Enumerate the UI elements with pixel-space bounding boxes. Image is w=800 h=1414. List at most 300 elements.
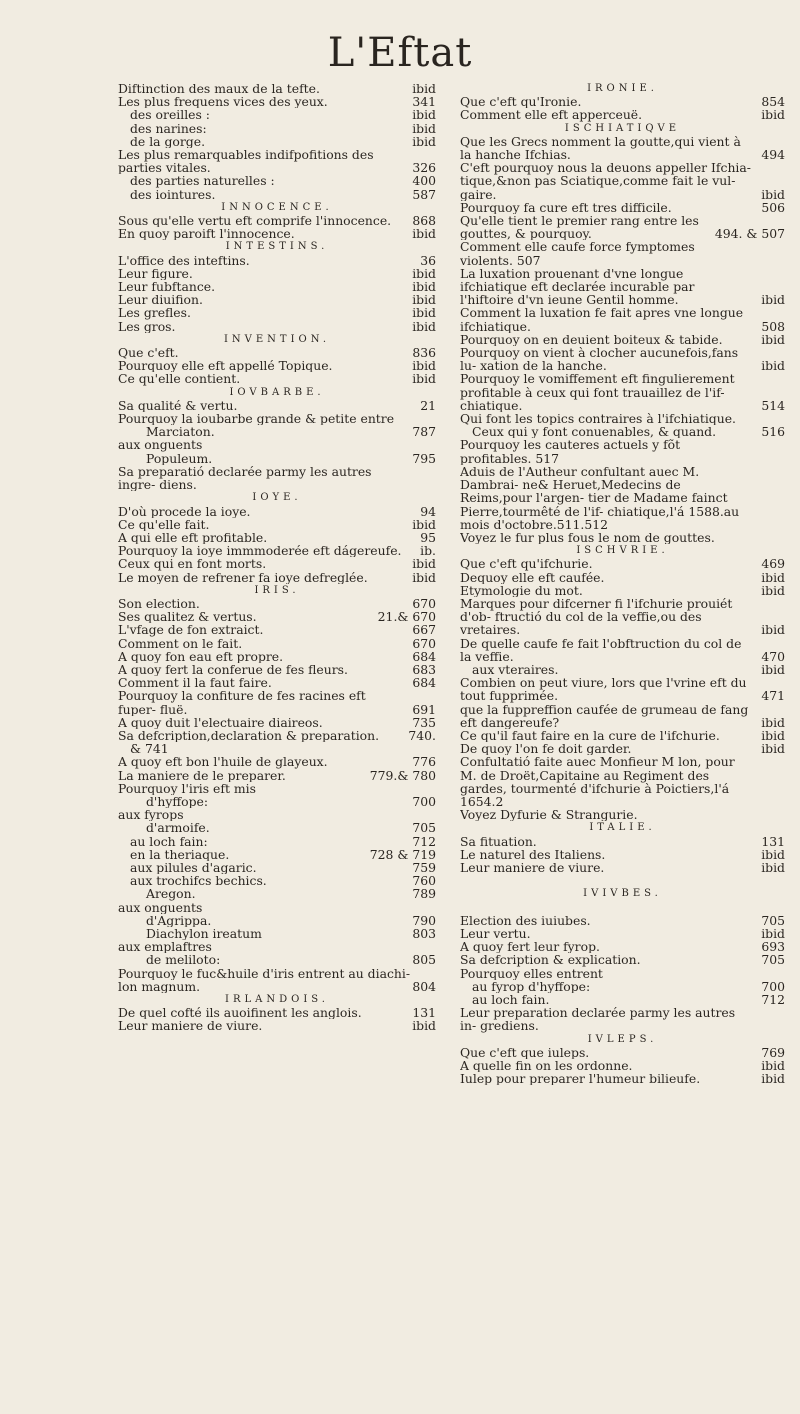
index-entry	[460, 584, 785, 597]
page-reference: 805	[412, 953, 436, 967]
entry-text: Son election.	[118, 596, 200, 611]
spacer	[460, 874, 785, 887]
section-heading: INTESTINS.	[225, 241, 329, 253]
page-reference: 471	[761, 688, 785, 703]
page-reference: ibid	[412, 280, 436, 294]
entry-text: de meliloto:	[146, 953, 221, 967]
page-reference: 21	[420, 398, 436, 413]
page-reference: ibid	[412, 266, 436, 281]
section-heading: IRLANDOIS.	[225, 994, 329, 1006]
index-entry	[460, 848, 785, 861]
index-entry	[118, 755, 436, 768]
section-heading: INNOCENCE.	[221, 201, 333, 213]
index-entry	[460, 927, 785, 940]
entry-text: Sa defcription,declaration & preparation.	[118, 728, 380, 743]
entry-text: Comment il la faut faire.	[118, 676, 272, 690]
page-reference: 779.& 780	[369, 768, 436, 782]
index-entry	[118, 465, 436, 491]
entry-text: Que c'eft.	[118, 346, 179, 360]
index-entry	[460, 1059, 785, 1072]
index-entry	[118, 452, 436, 465]
index-entry	[460, 663, 785, 676]
page-reference: 760	[412, 874, 436, 888]
page-reference: 95	[420, 530, 436, 545]
index-entry	[118, 1019, 436, 1032]
entry-text: Que c'eft qu'Ironie.	[460, 95, 582, 109]
page-reference: 667	[412, 623, 436, 637]
page-reference: 670	[412, 636, 436, 650]
page-reference: 759	[412, 860, 436, 875]
page-reference: ibid	[761, 292, 785, 307]
page-reference: 494. & 507	[714, 226, 785, 241]
index-entry	[118, 425, 436, 438]
entry-text: Leur fubftance.	[118, 280, 216, 294]
entry-text: Iulep pour preparer l'humeur bilieufe.	[460, 1072, 701, 1086]
page-reference: 506	[761, 200, 785, 215]
index-entry	[118, 359, 436, 372]
index-entry	[460, 214, 785, 240]
page-reference: ibid	[761, 714, 785, 729]
page-reference: 587	[412, 187, 436, 201]
entry-text: Qui font les topics contraires à l'ifchiatique.	[460, 412, 736, 426]
index-entry	[460, 135, 785, 161]
index-entry	[118, 927, 436, 940]
index-entry	[118, 861, 436, 874]
page-reference: 683	[412, 662, 436, 677]
index-entry	[460, 108, 785, 121]
entry-text: des oreilles :	[130, 108, 210, 122]
entry-text: Comment on le fait.	[118, 636, 243, 650]
entry-text: Les plus remarquables indifpofitions des parties vitales.	[118, 148, 374, 175]
index-entry	[118, 650, 436, 663]
index-entry	[460, 1006, 785, 1032]
entry-text: d'armoife.	[146, 821, 210, 835]
entry-text: Qu'elle tient le premier rang entre les gouttes, & pourquoy.	[460, 214, 699, 241]
page-reference: 693	[761, 940, 785, 954]
index-entry	[118, 1006, 436, 1019]
entry-text: Les plus frequens vices des yeux.	[118, 95, 328, 109]
page-reference: 131	[412, 1006, 436, 1020]
entry-text: que la fuppreffion caufée de grumeau de fang eft dangereufe?	[460, 702, 749, 729]
index-entry	[460, 1072, 785, 1085]
entry-text: Pourquoy fa cure eft tres difficile.	[460, 200, 672, 215]
entry-text: Leur figure.	[118, 266, 193, 281]
index-entry	[118, 821, 436, 834]
entry-text: Diachylon ireatum	[146, 927, 262, 941]
index-entry	[118, 874, 436, 887]
index-entry	[118, 848, 436, 861]
entry-text: Que c'eft qu'ifchurie.	[460, 557, 593, 571]
entry-text: Combien on peut viure, lors que l'vrine eft du tout fupprimée.	[460, 676, 747, 703]
page-reference: ibid	[412, 134, 436, 149]
entry-text: Confultatió faite auec Monfieur M lon, pour M. de Droët,Capitaine au Regiment des gardes, tourmenté d'ifchurie à Poictiers,l'á 1654.2	[460, 755, 735, 809]
page-reference: ibid	[412, 372, 436, 386]
entry-text: A qui elle eft profitable.	[118, 530, 268, 545]
page-reference: 469	[761, 557, 785, 571]
page-reference: 700	[412, 794, 436, 809]
entry-text: Marques pour difcerner fi l'ifchurie prouiét d'ob- ftructió du col de la veffie,ou des vretaires.	[460, 596, 733, 637]
page-reference: ibid	[761, 358, 785, 373]
entry-text: d'hyffope:	[146, 794, 209, 809]
page-reference: ibid	[761, 860, 785, 875]
entry-text: au loch fain:	[130, 834, 208, 848]
index-entry	[460, 425, 785, 438]
index-entry	[460, 161, 785, 201]
page-reference: 836	[412, 346, 436, 360]
index-entry	[460, 333, 785, 346]
index-entry	[460, 993, 785, 1006]
index-entry	[118, 571, 436, 584]
index-entry	[118, 637, 436, 650]
page-reference: ibid	[761, 847, 785, 861]
section-heading: ITALIE.	[589, 822, 656, 834]
index-entry	[460, 557, 785, 570]
section-heading: ISCHVRIE.	[576, 545, 669, 557]
section-heading: IOVBARBE.	[229, 386, 325, 398]
entry-text: Pourquoy elles entrent	[460, 966, 603, 980]
index-entry	[460, 346, 785, 372]
page-reference: ibid	[412, 359, 436, 373]
entry-text: Que les Grecs nomment la goutte,qui vient à la hanche Ifchias.	[460, 134, 741, 162]
index-entry	[460, 729, 785, 742]
entry-text: Pourquoy le vomiffement eft fingulierement profitable à ceux qui font trauaillez de l'if- chiatique.	[460, 372, 735, 413]
entry-text: Pourquoy la ioubarbe grande & petite entre	[118, 412, 395, 426]
index-entry	[460, 808, 785, 821]
page-reference: ibid	[761, 570, 785, 584]
page-reference: 795	[412, 451, 436, 465]
page-reference: 868	[412, 214, 436, 228]
entry-text: Leur diuifion.	[118, 293, 203, 307]
index-entry	[118, 505, 436, 518]
entry-text: aux onguents	[118, 438, 203, 452]
entry-text: Aduis de l'Autheur confultant auec M. Dambrai- ne& Heruet,Medecins de Reims,pour l'argen- tier de Madame fainct Pierre,tourmêté de l'if- chiatique,l'á 1588.au mois d'octobre.511.512	[460, 464, 740, 531]
page-reference: ib.	[420, 544, 436, 558]
index-entry	[460, 676, 785, 702]
index-entry	[118, 887, 436, 900]
entry-text: Pourquoy elle eft appellé Topique.	[118, 359, 333, 373]
entry-text: aux emplaftres	[118, 940, 212, 954]
index-entry	[118, 135, 436, 148]
index-entry	[118, 214, 436, 227]
entry-text: Que c'eft que iuleps.	[460, 1045, 590, 1059]
index-entry	[460, 703, 785, 729]
entry-text: En quoy paroift l'innocence.	[118, 227, 295, 241]
page-reference: ibid	[761, 583, 785, 597]
entry-text: lon magnum.	[118, 979, 201, 994]
entry-text: Sa fituation.	[460, 834, 537, 848]
page-reference: ibid	[761, 728, 785, 743]
index-entry	[118, 914, 436, 927]
page-reference: 494	[761, 147, 785, 162]
entry-text: Voyez le fur plus fous le nom de gouttes.	[460, 530, 715, 545]
index-entry	[118, 597, 436, 610]
index-entry	[118, 122, 436, 135]
section-heading: IVIVBES.	[583, 888, 662, 900]
index-entry	[118, 399, 436, 412]
page-reference: ibid	[761, 926, 785, 941]
entry-text: Le naturel des Italiens.	[460, 847, 606, 861]
index-entry	[118, 544, 436, 557]
entry-text: Sa qualité & vertu.	[118, 398, 238, 413]
index-entry	[118, 267, 436, 280]
entry-text: Ses qualitez & vertus.	[118, 610, 257, 624]
index-entry	[118, 782, 436, 795]
index-entry	[460, 267, 785, 307]
entry-text: Aregon.	[146, 887, 196, 901]
page-reference: 705	[412, 821, 436, 835]
page-reference: 684	[412, 649, 436, 663]
entry-text: Dequoy elle eft caufée.	[460, 570, 605, 584]
entry-text: Sous qu'elle vertu eft comprife l'innocence.	[118, 214, 392, 228]
index-entry	[460, 201, 785, 214]
index-entry	[118, 174, 436, 187]
page-reference: 514	[761, 397, 785, 413]
index-column-right	[460, 82, 785, 1085]
section-heading: ISCHIATIQVE	[564, 122, 681, 134]
index-entry	[118, 293, 436, 306]
page-reference: 787	[412, 425, 436, 439]
index-entry	[460, 967, 785, 980]
index-entry	[118, 940, 436, 953]
entry-text: Pourquoy la ioye immmoderée eft dágereufe.	[118, 544, 402, 558]
index-entry	[118, 306, 436, 319]
entry-text: & 741	[130, 742, 169, 756]
page-reference: ibid	[412, 570, 436, 584]
index-entry	[118, 227, 436, 240]
entry-text: A quoy fert la conferue de fes fleurs.	[118, 662, 348, 677]
index-entry	[118, 623, 436, 636]
entry-text: Etymologie du mot.	[460, 583, 583, 597]
entry-text: A quoy eft bon l'huile de glayeux.	[118, 755, 328, 769]
entry-text: aux vteraires.	[472, 662, 559, 677]
section-heading: IRONIE.	[587, 83, 658, 94]
entry-text: des parties naturelles :	[130, 174, 275, 188]
entry-text: aux onguents	[118, 900, 203, 914]
entry-text: des iointures.	[130, 187, 216, 201]
index-entry	[460, 835, 785, 848]
index-entry	[460, 372, 785, 412]
entry-text: Comment elle eft apperceuë.	[460, 108, 643, 122]
entry-text: Comment la luxation fe fait apres vne longue ifchiatique.	[460, 306, 744, 333]
index-entry	[460, 597, 785, 637]
page-reference: 854	[761, 95, 785, 109]
entry-text: Pourquoy le fuc&huile d'iris entrent au diachi-	[118, 966, 411, 980]
spacer	[460, 901, 785, 914]
index-entry	[460, 1046, 785, 1059]
page-reference: ibid	[412, 108, 436, 122]
section-heading: IOYE.	[252, 492, 302, 504]
page-reference: 776	[412, 755, 436, 769]
index-entry	[460, 438, 785, 464]
page-reference: 508	[761, 318, 785, 333]
page-reference: 470	[761, 648, 785, 663]
index-entry	[118, 835, 436, 848]
index-entry	[118, 742, 436, 755]
entry-text: au loch fain.	[472, 992, 550, 1007]
entry-text: A quoy fert leur fyrop.	[460, 940, 600, 954]
entry-text: La maniere de le preparer.	[118, 768, 286, 782]
entry-text: Sa preparatió declarée parmy les autres ingre- diens.	[118, 464, 372, 492]
entry-text: de la gorge.	[130, 134, 206, 149]
entry-text: Pourquoy les cauteres actuels y fõt profitables. 517	[460, 438, 681, 465]
entry-text: A quelle fin on les ordonne.	[460, 1059, 633, 1073]
entry-text: des narines:	[130, 121, 207, 135]
index-entry	[118, 808, 436, 821]
page-reference: ibid	[412, 293, 436, 307]
entry-text: D'où procede la ioye.	[118, 504, 251, 518]
page-reference: 94	[420, 504, 436, 518]
index-entry	[118, 108, 436, 121]
page-reference: ibid	[761, 186, 785, 201]
index-entry	[118, 610, 436, 623]
entry-text: Voyez Dyfurie & Strangurie.	[460, 808, 638, 822]
index-entry	[118, 769, 436, 782]
page-reference: ibid	[412, 121, 436, 135]
index-entry	[460, 95, 785, 108]
index-entry	[118, 795, 436, 808]
entry-text: en la theriaque.	[130, 847, 230, 861]
index-entry	[460, 755, 785, 808]
index-entry	[460, 465, 785, 531]
index-entry	[460, 412, 785, 425]
index-entry	[118, 254, 436, 267]
entry-text: Pourquoy on en deuient boiteux & tabide.	[460, 332, 723, 347]
page-reference: 804	[412, 979, 436, 994]
page-reference: 790	[412, 913, 436, 927]
entry-text: Leur maniere de viure.	[118, 1019, 263, 1033]
page-reference: 516	[761, 425, 785, 439]
section-heading: IVLEPS.	[587, 1033, 658, 1045]
index-entry	[118, 980, 436, 993]
entry-text: Les grefles.	[118, 306, 191, 320]
entry-text: aux trochifcs bechics.	[130, 874, 267, 888]
entry-text: d'Agrippa.	[146, 913, 212, 927]
page-reference: 341	[412, 95, 436, 109]
index-entry	[118, 320, 436, 333]
entry-text: au fyrop d'hyffope:	[472, 979, 591, 993]
index-entry	[118, 967, 436, 980]
page-reference: 705	[761, 913, 785, 927]
page-reference: ibid	[412, 557, 436, 571]
page-reference: 131	[761, 834, 785, 848]
entry-text: A quoy duit l'electuaire diaireos.	[118, 715, 323, 729]
index-entry	[118, 663, 436, 676]
entry-text: Ce qu'elle contient.	[118, 372, 241, 386]
page-reference: 769	[761, 1045, 785, 1059]
index-entry	[118, 531, 436, 544]
index-entry	[460, 240, 785, 266]
index-entry	[460, 571, 785, 584]
index-entry	[118, 82, 436, 95]
index-entry	[118, 689, 436, 715]
entry-text: Le moyen de refrener fa ioye defreglée.	[118, 570, 368, 584]
index-entry	[460, 953, 785, 966]
page-reference: 803	[412, 927, 436, 941]
entry-text: De quoy l'on fe doit garder.	[460, 742, 632, 756]
entry-text: Populeum.	[146, 451, 213, 465]
index-entry	[118, 188, 436, 201]
page-reference: 789	[412, 887, 436, 901]
entry-text: Ce qu'elle fait.	[118, 517, 210, 531]
entry-text: Ceux qui en font morts.	[118, 557, 267, 571]
index-entry	[118, 412, 436, 425]
page-reference: 700	[761, 979, 785, 993]
page-reference: 712	[412, 834, 436, 848]
entry-text: Comment elle caufe force fymptomes violents. 507	[460, 240, 695, 267]
index-entry	[460, 531, 785, 544]
page-reference: 670	[412, 596, 436, 611]
page-reference: ibid	[412, 517, 436, 531]
page-reference: ibid	[412, 227, 436, 241]
page-reference: 684	[412, 676, 436, 690]
entry-text: L'office des inteftins.	[118, 253, 250, 267]
index-entry	[460, 637, 785, 663]
entry-text: Pourquoy l'iris eft mis	[118, 781, 256, 795]
entry-text: Pourquoy on vient à clocher aucunefois,fans lu- xation de la hanche.	[460, 346, 739, 373]
index-entry	[118, 438, 436, 451]
page-reference: ibid	[761, 108, 785, 122]
index-entry	[460, 861, 785, 874]
page-reference: ibid	[412, 319, 436, 333]
index-entry	[118, 346, 436, 359]
page-reference: ibid	[412, 1019, 436, 1033]
index-entry	[118, 280, 436, 293]
entry-text: De quel cofté ils auoifinent les anglois.	[118, 1006, 362, 1020]
index-entry	[460, 306, 785, 332]
index-entry	[118, 557, 436, 570]
index-entry	[118, 716, 436, 729]
page-reference: 735	[412, 715, 436, 729]
index-entry	[460, 980, 785, 993]
page-reference: ibid	[761, 662, 785, 677]
index-entry	[460, 914, 785, 927]
index-entry	[460, 742, 785, 755]
entry-text: Sa defcription & explication.	[460, 953, 641, 967]
entry-text: Election des iuiubes.	[460, 913, 591, 927]
index-entry	[118, 518, 436, 531]
page-reference: ibid	[761, 1072, 785, 1086]
index-column-left	[118, 82, 436, 1033]
entry-text: aux fyrops	[118, 808, 184, 822]
page-reference: ibid	[761, 622, 785, 637]
entry-text: aux pilules d'agaric.	[130, 860, 257, 875]
page-reference: ibid	[761, 332, 785, 347]
page-reference: 705	[761, 953, 785, 967]
entry-text: L'vfage de fon extraict.	[118, 623, 264, 637]
page-reference: 712	[761, 992, 785, 1007]
index-entry	[118, 729, 436, 742]
page-reference: ibid	[761, 742, 785, 756]
page-reference: ibid	[412, 82, 436, 96]
page-reference: ibid	[412, 306, 436, 320]
entry-text: La luxation prouenant d'vne longue ifchiatique eft declarée incurable par l'hiftoire d'vn ieune Gentil homme.	[460, 266, 695, 307]
index-entry	[460, 940, 785, 953]
section-heading: INVENTION.	[223, 333, 331, 345]
entry-text: Leur maniere de viure.	[460, 860, 605, 875]
page-reference: 691	[412, 701, 436, 716]
entry-text: Leur preparation declarée parmy les autres in- grediens.	[460, 1006, 736, 1033]
entry-text: De quelle caufe fe fait l'obftruction du col de la veffie.	[460, 636, 742, 663]
index-entry	[118, 901, 436, 914]
entry-text: Ceux qui y font conuenables, & quand.	[472, 425, 717, 439]
index-entry	[118, 95, 436, 108]
index-entry	[118, 676, 436, 689]
entry-text: Pourquoy la confiture de fes racines eft fuper- fluë.	[118, 689, 366, 716]
entry-text: A quoy fon eau eft propre.	[118, 649, 284, 663]
page-reference: 400	[412, 174, 436, 188]
entry-text: Marciaton.	[146, 425, 215, 439]
index-entry	[118, 372, 436, 385]
